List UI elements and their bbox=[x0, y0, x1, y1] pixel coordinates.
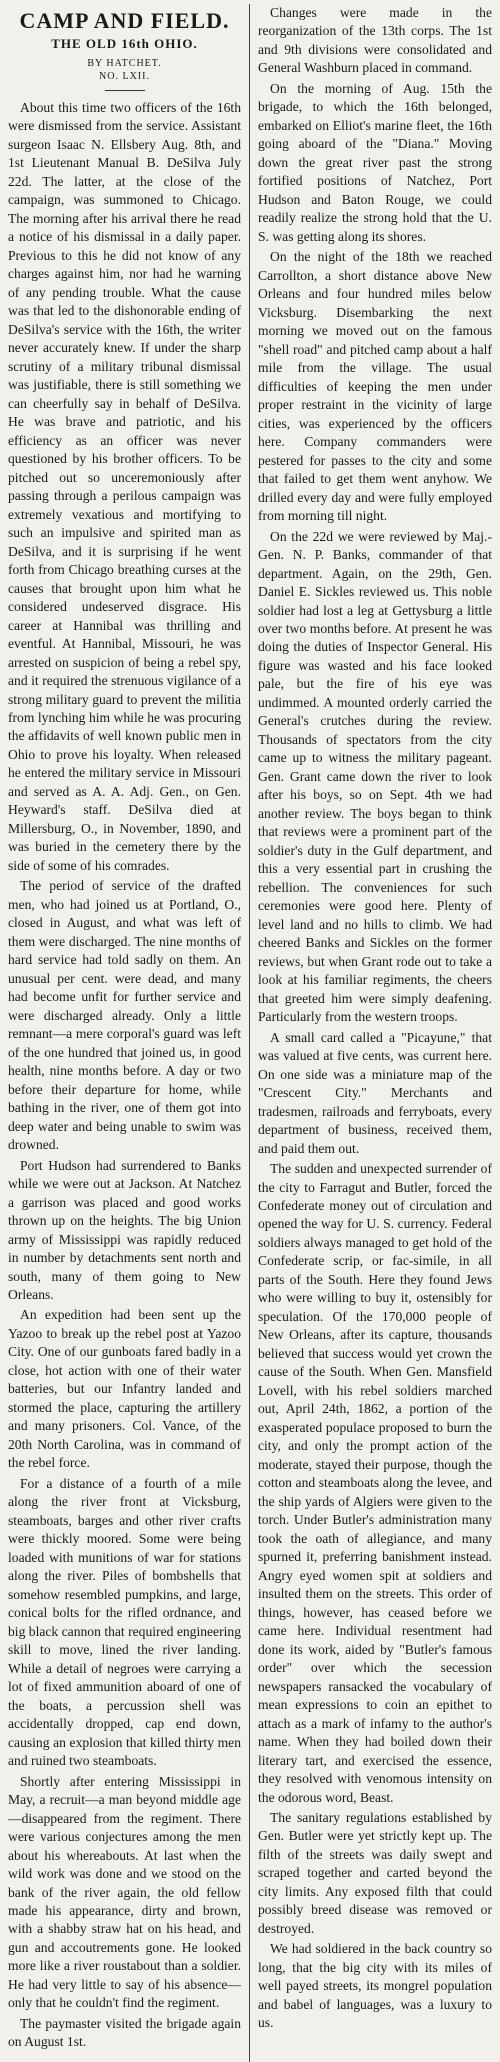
divider bbox=[105, 90, 145, 91]
paragraph: For a distance of a fourth of a mile along the river front at Vicksburg, steamboats, barges and other river crafts were thickly moored. Some were being loaded with munitions of war for stations along the river. Piles of bombshells that somehow resembled pumpkins, and large, conical bolts for the rifled ordnance, and big black cannon that required engineering skill to move, lined the river landing. While a detail of negroes were carrying a lot of fixed ammunition aboard of one of the boats, a percussion shell was accidentally dropped, cap end down, causing an explosion that killed thirty men and ruined two steamboats. bbox=[8, 1475, 241, 1769]
installment-number: NO. LXII. bbox=[99, 71, 150, 82]
left-column bbox=[4, 4, 250, 2062]
paragraph: The paymaster visited the brigade again on August 1st. bbox=[8, 2015, 241, 2050]
right-column bbox=[250, 4, 496, 2062]
paragraph: The sudden and unexpected surrender of the city to Farragut and Butler, forced the Confederate money out of circulation and opened the way for U. S. currency. Federal soldiers always managed to get hold of the Confederate scrip, or fac-simile, in all parts of the South. Here they found Jews who were willing to buy it, ostensibly for speculation. Of the 170,000 people of New Orleans, after its capture, thousands believed that success would yet crown the cause of the South. When Gen. Mansfield Lovell, with his rebel soldiers marched out, April 24th, 1862, a portion of the exasperated populace proposed to burn the city, and only the prompt action of the moderate, stayed their purpose, though the cotton and steamboats along the levee, and the ship yards of Algiers were given to the torch. Under Butler's administration many took the oath of allegiance, and many spurned it, preferring banishment instead. Angry eyed women spit at soldiers and insulted them on the streets. This order of things, however, has ceased before we came here. Individual resentment had done its work, aided by "Butler's famous order" over which the secession newspapers ransacked the vocabulary of mean expressions to coin an epithet to attach as a mark of infamy to the author's name. When they had boiled down their literary tart, and exercised the essence, they resolved with venomous intensity on the odorous word, Beast. bbox=[258, 1161, 492, 1805]
paragraph: We had soldiered in the back country so long, that the big city with its miles of well payed streets, its mongrel population and babel of languages, was a luxury to us. bbox=[258, 1941, 492, 2031]
paragraph: Changes were made in the reorganization of the 13th corps. The 1st and 9th divisions were consolidated and General Washburn placed in command. bbox=[258, 5, 492, 76]
headline: CAMP AND FIELD. bbox=[19, 8, 230, 33]
paragraph: Port Hudson had surrendered to Banks while we were out at Jackson. At Natchez a garrison was placed and good works thrown up on the heights. The big Union army of Mississippi was rapidly reduced in number by detachments sent north and south, many of them going to New Orleans. bbox=[8, 1157, 241, 1302]
right-column-body bbox=[258, 4, 492, 2033]
paragraph: An expedition had been sent up the Yazoo to break up the rebel post at Yazoo City. One of our gunboats fared badly in a close, hot action with one of their water batteries, but our Infantry landed and stormed the place, capturing the artillery and many prisoners. Col. Vance, of the 20th North Carolina, was in command of the rebel force. bbox=[8, 1307, 241, 1471]
paragraph: About this time two officers of the 16th were dismissed from the service. Assistant surgeon Isaac N. Ellsbery Aug. 8th, and 1st Lieutenant Manual B. DeSilva July 22d. The latter, at the close of the campaign, was summoned to Chicago. The morning after his arrival there he read a notice of his dismissal in a daily paper. Previous to this he did not know of any charges against him, nor had he warning of any pending trouble. What the cause was that led to the dishonorable ending of DeSilva's service with the 16th, the writer never accurately knew. If under the sharp scrutiny of a military tribunal dismissal was justifiable, there is still something we can cheerfully say in behalf of DeSilva. He was brave and patriotic, and his efficiency as an officer was never questioned by his brother officers. To be pitched out so unceremoniously after passing through a perilous campaign was extremely vexatious and mortifying to such an impulsive and spirited man as DeSilva, and it is surprising if he went forth from Chicago breathing curses at the causes that brought upon him what he considered undeserved disgrace. His career at Hannibal was thrilling and eventful. At Hannibal, Missouri, he was arrested on suspicion of being a rebel spy, and it required the strenuous vigilance of a strong military guard to prevent the militia from lynching him while he was procuring the affidavits of well known public men in Ohio to prove his loyalty. When released he entered the military service in Missouri and served as A. A. Adj. Gen., on Gen. Heyward's staff. DeSilva died at Millersburg, O., in November, 1890, and was buried in the cemetery there by the side of some of his comrades. bbox=[8, 100, 241, 873]
subhead: THE OLD 16th OHIO. bbox=[51, 36, 198, 51]
paragraph: A small card called a "Picayune," that was valued at five cents, was current here. On one side was a miniature map of the "Crescent City." Merchants and tradesmen, railroads and ferryboats, every department of business, received them, and paid them out. bbox=[258, 1029, 492, 1156]
paragraph: On the 22d we were reviewed by Maj.-Gen. N. P. Banks, commander of that department. Again, on the 29th, Gen. Daniel E. Sickles reviewed us. This noble soldier had lost a leg at Gettysburg a little over two months before. At present he was doing the duties of Inspector General. His figure was wasted and his face looked pale, but the fire of his eye was undimmed. A mounted orderly carried the General's crutches during the review. Thousands of spectators from the city came up to witness the military pageant. Gen. Grant came down the river to look after his boys, so on Sept. 4th we had another review. The boys began to think that reviews were a prominent part of the soldier's duty in the Gulf department, and this a very essential part in crushing the rebellion. The conveniences for such ceremonies were good here. Plenty of level land and no hills to climb. We had cheered Banks and Sickles on the former reviews, but when Grant rode out to take a look at his familiar regiments, the cheers that greeted him were simply deafening. Particularly from the western troops. bbox=[258, 528, 492, 1025]
paragraph: On the morning of Aug. 15th the brigade, to which the 16th belonged, embarked on Elliot's marine fleet, the 16th going aboard of the "Diana." Moving down the great river past the strong fortified positions of Natchez, Port Hudson and Baton Rouge, we could readily realize the strong hold that the U. S. was getting along its shores. bbox=[258, 80, 492, 244]
paragraph: The period of service of the drafted men, who had joined us at Portland, O., closed in August, and what was left of them were discharged. The nine months of hard service had told sadly on them. An unusual per cent. were dead, and many had become unfit for further service and were discharged already. Only a little remnant—a mere corporal's guard was left of the one hundred that joined us, in good health, nine months before. A day or two before their departure for home, while bathing in the river, one of them got into deep water and being unable to swim was drowned. bbox=[8, 878, 241, 1153]
paragraph: The sanitary regulations established by Gen. Butler were yet strictly kept up. The filth of the streets was daily swept and scraped together and carted beyond the city limits. Any exposed filth that could possibly breed disease was removed or destroyed. bbox=[258, 1809, 492, 1936]
paragraph: On the night of the 18th we reached Carrollton, a short distance above New Orleans and four hundred miles below Vicksburg. Disembarking the next morning we moved out on the famous "shell road" and pitched camp about a half mile from the village. The usual difficulties of keeping the men under proper restraint in the vicinity of large cities, was experienced by the officers here. Company commanders were pestered for passes to the city and some that failed to get them went anyhow. We drilled every day and were fully employed from morning till night. bbox=[258, 249, 492, 524]
left-column-body bbox=[8, 99, 241, 2052]
byline: BY HATCHET. bbox=[87, 58, 162, 69]
paragraph: Shortly after entering Mississippi in May, a recruit—a man beyond middle age—disappeared from the regiment. There were various conjectures among the men about his whereabouts. At last when the wild work was done and we stood on the bank of the river again, the old fellow made his appearance, dirty and brown, with a shabby straw hat on his head, and gun and accoutrements gone. He looked more like a river roustabout than a soldier. He had very little to say of his absence—only that he couldn't find the regiment. bbox=[8, 1773, 241, 2011]
